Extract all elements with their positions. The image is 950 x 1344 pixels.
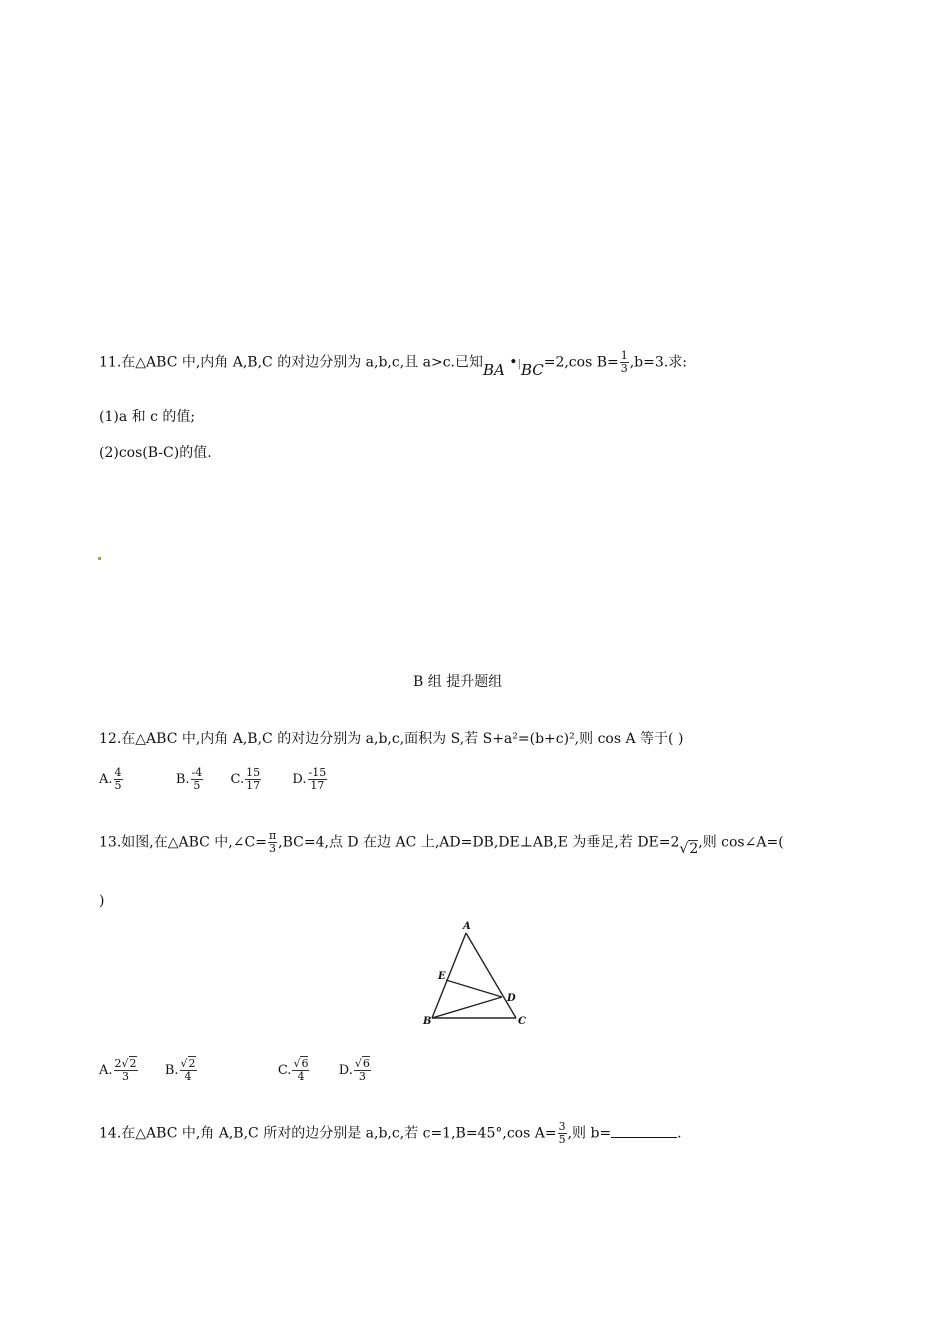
q11-part2: (2)cos(B-C)的值. (99, 445, 212, 461)
q13-option-c[interactable]: C. $\frac{√6}{4}$ (277, 1057, 309, 1083)
q11-stem: 11.在△ABC 中,内角 A,B,C 的对边分别为 a,b,c,且 a>c.已知 (99, 354, 483, 371)
q14-fraction: $\frac{3}{5}$ (558, 1120, 566, 1146)
decorative-dot (98, 557, 101, 560)
vector-bc: BC (520, 360, 544, 379)
q12-options (99, 767, 328, 792)
label-d: D (507, 993, 516, 1004)
vector-ba: BA (482, 360, 505, 379)
q13-options (99, 1058, 372, 1083)
segment-ed (446, 980, 502, 997)
q13-option-a[interactable]: A. $\frac{2√2}{3}$ (99, 1057, 137, 1083)
segment-bd (432, 997, 502, 1018)
q12-option-c[interactable]: C. $\frac{15}{17}$ (230, 766, 261, 792)
triangle-figure (418, 918, 533, 1030)
q11-tail: ,b=3.求: (629, 354, 687, 371)
q14-stem: 14.在△ABC 中,角 A,B,C 所对的边分别是 a,b,c,若 c=1,B=45°,cos A= $\frac{3}{5}$ ,则 b= . (99, 1120, 682, 1146)
q12-option-d[interactable]: D. $\frac{-15}{17}$ (292, 766, 327, 792)
label-c: C (518, 1016, 526, 1027)
label-a: A (463, 921, 471, 932)
section-b-heading: B 组 提升题组 (413, 674, 503, 690)
q13-close-paren: ) (99, 893, 105, 909)
label-b: B (423, 1016, 432, 1027)
label-e: E (438, 971, 446, 982)
q11-cos-b: =2,cos B= (543, 354, 619, 371)
pi-over-3: $\frac{\pi}{3}$ (268, 829, 277, 855)
q12-stem: 12.在△ABC 中,内角 A,B,C 的对边分别为 a,b,c,面积为 S,若 S+a²=(b+c)²,则 cos A 等于( ) (99, 731, 684, 747)
q13-option-d[interactable]: D. $\frac{√6}{3}$ (338, 1057, 370, 1083)
q11-fraction: $\frac{1}{3}$ (620, 349, 628, 375)
q12-option-a[interactable]: A. $\frac{4}{5}$ (99, 766, 122, 792)
q11-part1: (1)a 和 c 的值; (99, 409, 196, 425)
q13-option-b[interactable]: B. $\frac{√2}{4}$ (164, 1057, 196, 1083)
q11-line: 11.在△ABC 中,内角 A,B,C 的对边分别为 a,b,c,且 a>c.已知BA •|BC=2,cos B= $\frac{1}{3}$ ,b=3.求: (99, 349, 687, 379)
answer-blank[interactable] (611, 1125, 677, 1138)
q12-option-b[interactable]: B. $\frac{-4}{5}$ (175, 766, 203, 792)
dot-product-symbol: • (509, 354, 518, 371)
sqrt-2: √2 (679, 840, 699, 857)
q13-stem: 13.如图,在△ABC 中,∠C= $\frac{\pi}{3}$ ,BC=4,点 D 在边 AC 上,AD=DB,DE⊥AB,E 为垂足,若 DE=2√2,则 cos∠A=( (99, 829, 784, 857)
